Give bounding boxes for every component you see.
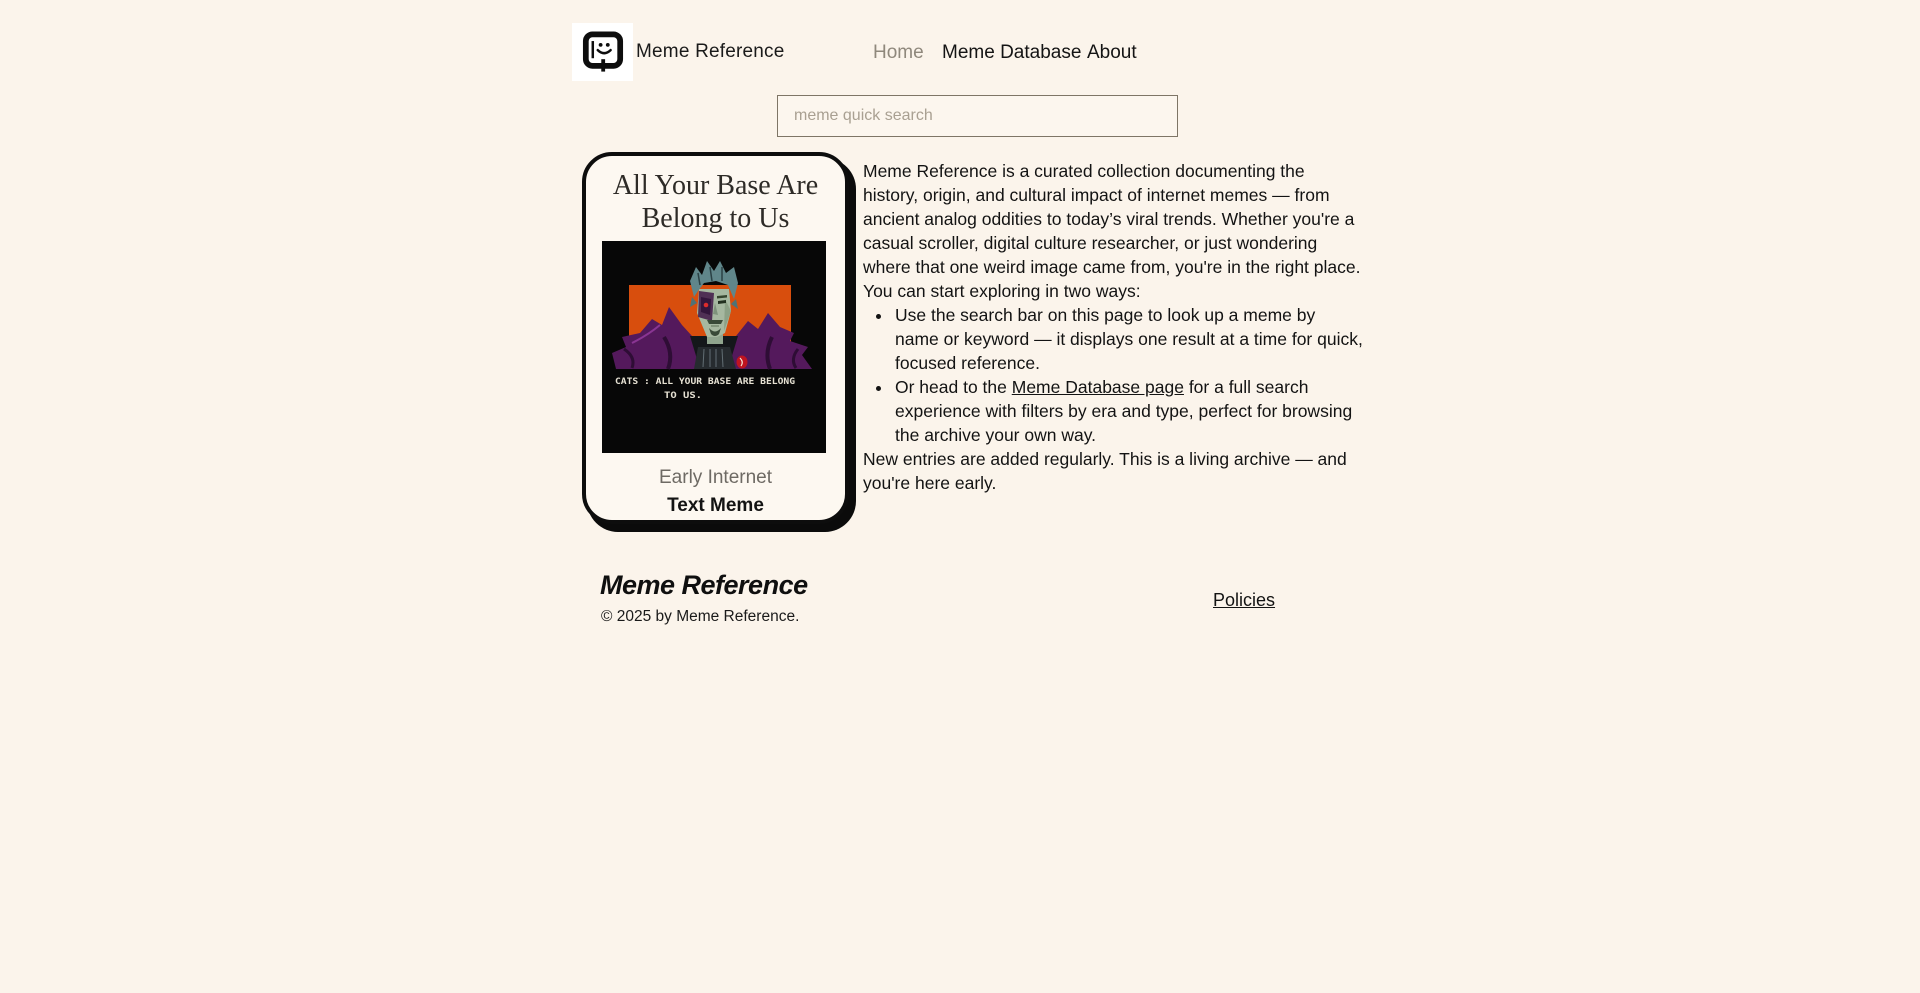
site-logo[interactable] [572,23,633,81]
meme-card-title-line1: All Your Base Are [612,170,819,201]
intro-paragraph-1: Meme Reference is a curated collection documenting the history, origin, and cultural impact of internet memes — from ancient analog oddities to today’s viral trends. Whether you're a casual scroller, digital culture researcher, or just wondering where that one weird image came from, you're in the right place. [863,161,1361,277]
footer-copyright: © 2025 by Meme Reference. [601,608,800,625]
meme-dialogue-line1: CATS : ALL YOUR BASE ARE BELONG [615,377,795,387]
meme-card-title-line2: Belong to Us [641,203,790,234]
meme-image [602,241,826,453]
intro-bullet-list [863,303,1363,447]
meme-dialogue-line2: TO US. [664,391,702,401]
bullet-database-text-before: Or head to the [895,377,1012,397]
smiley-placard-icon [582,30,624,75]
nav-about[interactable]: About [1087,42,1137,63]
intro-paragraph-3: New entries are added regularly. This is a living archive — and you're here early. [863,449,1347,493]
bullet-database-text-after: for a full search experience with filters by era and type, perfect for browsing the archive your own way. [895,377,1353,445]
footer-brand: Meme Reference [600,570,808,600]
meme-era-label: Early Internet [659,467,772,488]
meme-quick-search-input[interactable] [777,95,1178,137]
bullet-database [893,375,1363,447]
meme-card-title [586,169,845,235]
meme-card [582,152,849,524]
meme-type-label: Text Meme [667,495,764,516]
bullet-search-bar: • Use the search bar on this page to look up a meme by name or keyword — it displays one result at a time for quick, focused reference. [893,303,1363,375]
nav-meme-database[interactable]: Meme Database [942,42,1082,63]
site-title[interactable]: Meme Reference [636,41,785,62]
nav-home[interactable]: Home [873,42,924,63]
policies-link[interactable]: Policies [1213,590,1276,610]
intro-paragraph-2: You can start exploring in two ways: [863,281,1141,301]
meme-database-page-link[interactable]: Meme Database page [1011,377,1184,397]
intro-text [863,159,1363,495]
